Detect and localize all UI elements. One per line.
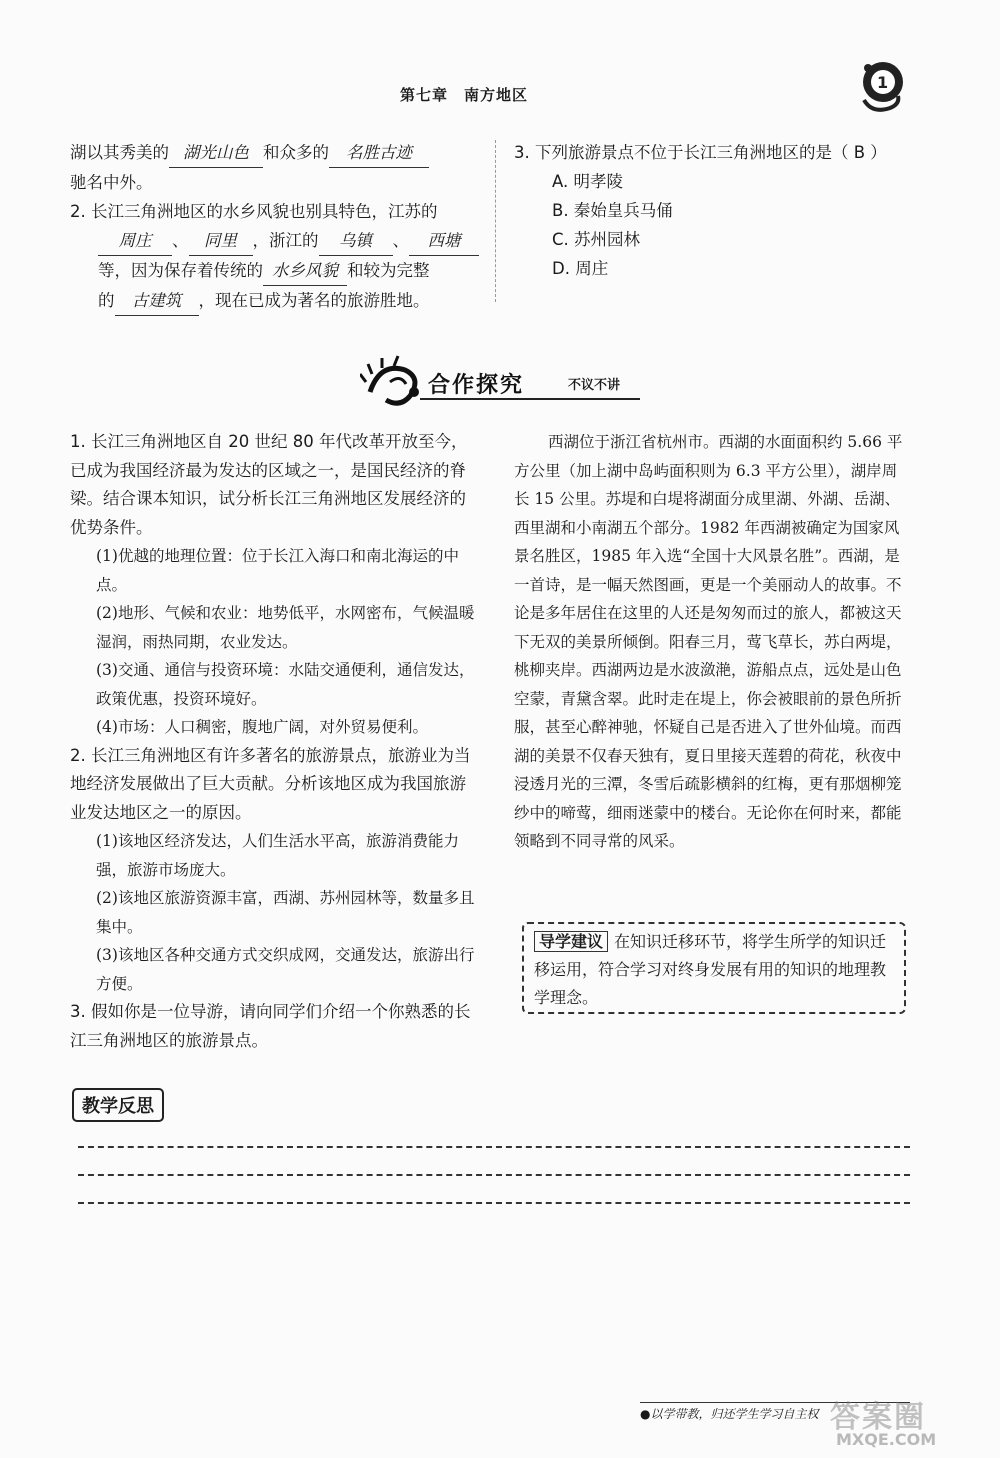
fill-line-1	[70, 138, 480, 168]
reflection-line	[78, 1202, 910, 1204]
answer-item: (4)市场：人口稠密，腹地广阔，对外贸易便利。	[96, 718, 428, 736]
banner-title: 合作探究	[428, 373, 525, 398]
answer-blank: 同里	[189, 226, 253, 256]
coop-question-2: 2. 长江三角洲地区有许多著名的旅游景点，旅游业为当地经济发展做出了巨大贡献。分析该地区成为我国旅游业发达地区之一的原因。	[70, 745, 471, 822]
option-a: A. 明孝陵	[552, 172, 623, 191]
coop-question-3: 3. 假如你是一位导游，请向同学们介绍一个你熟悉的长江三角洲地区的旅游景点。	[70, 1002, 471, 1050]
text: ，浙江的	[252, 231, 319, 250]
question-2-line-1: 2. 长江三角洲地区的水乡风貌也别具特色，江苏的	[70, 202, 438, 221]
watermark-url: MXQE.COM	[836, 1430, 937, 1449]
answer-blank: 周庄	[98, 226, 172, 256]
answer-item: (1)优越的地理位置：位于长江入海口和南北海运的中点。	[96, 547, 459, 594]
answer-blank: 水乡风貌	[263, 256, 347, 286]
banner-underline	[420, 398, 640, 400]
coop-question-1: 1. 长江三角洲地区自 20 世纪 80 年代改革开放至今，已成为我国经济最为发达的区域之一，是国民经济的脊梁。结合课本知识，试分析长江三角洲地区发展经济的优势条件。	[70, 432, 468, 537]
coop-right-column	[514, 428, 910, 856]
footer-slogan: ●以学带教，归还学生学习自主权	[640, 1402, 910, 1422]
tip-label: 导学建议	[534, 931, 608, 952]
left-top-block	[70, 138, 480, 316]
option-b: B. 秦始皇兵马俑	[552, 201, 673, 220]
question-3: 3. 下列旅游景点不位于长江三角洲地区的是（ B ）	[514, 143, 887, 162]
chapter-title: 第七章 南方地区	[400, 86, 529, 104]
answer-item: (1)该地区经济发达，人们生活水平高，旅游消费能力强，旅游市场庞大。	[96, 832, 459, 879]
banner-subtitle: 不议不讲	[568, 378, 621, 393]
text: ，现在已成为著名的旅游胜地。	[198, 291, 430, 310]
right-top-block	[514, 138, 914, 283]
answer-item: (3)该地区各种交通方式交织成网，交通发达，旅游出行方便。	[96, 946, 475, 993]
text: 湖以其秀美的	[70, 143, 169, 162]
text: 和众多的	[263, 143, 329, 162]
text: 、	[392, 231, 409, 250]
text: 、	[172, 231, 189, 250]
answer-item: (2)该地区旅游资源丰富，西湖、苏州园林等，数量多且集中。	[96, 889, 475, 936]
option-c: C. 苏州园林	[552, 230, 641, 249]
answer-blank: 名胜古迹	[329, 138, 429, 168]
question-2-line-3	[70, 256, 480, 286]
tip-text: 在知识迁移环节，将学生所学的知识迁移运用，符合学习对终身发展有用的知识的地理教学理念。	[534, 932, 887, 1007]
west-lake-essay: 西湖位于浙江省杭州市。西湖的水面面积约 5.66 平方公里（加上湖中岛屿面积则为 6.3 平方公里），湖岸周长 15 公里。苏堤和白堤将湖面分成里湖、外湖、岳湖、西里湖和小南湖五个部分。1982 年西湖被确定为国家风景名胜区，1985 年入选“全国十大风景名胜”。西湖，是一首诗，是一幅天然图画，更是一个美丽动人的故事。不论是多年居住在这里的人还是匆匆而过的旅人，都被这天下无双的美景所倾倒。阳春三月，莺飞草长，苏白两堤，桃柳夹岸。西湖两边是水波潋滟，游船点点，远处是山色空蒙，青黛含翠。此时走在堤上，你会被眼前的景色所折服，甚至心醉神驰，怀疑自己是否进入了世外仙境。而西湖的美景不仅春天独有，夏日里接天莲碧的荷花，秋夜中浸透月光的三潭，冬雪后疏影横斜的红梅，更有那烟柳笼纱中的啼莺，细雨迷蒙中的楼台。无论你在何时来，都能领略到不同寻常的风采。	[514, 433, 903, 850]
column-divider	[495, 140, 496, 302]
question-2-line-2	[70, 226, 480, 256]
svg-text:1: 1	[877, 73, 889, 92]
fill-line-2: 驰名中外。	[70, 173, 153, 192]
coop-left-column	[70, 428, 480, 1055]
teaching-tip-box	[522, 922, 906, 1014]
text: 等，因为保存着传统的	[98, 261, 263, 280]
answer-blank: 古建筑	[115, 286, 199, 316]
reflection-line	[78, 1174, 910, 1176]
answer-blank: 湖光山色	[169, 138, 263, 168]
reflection-label: 教学反思	[72, 1088, 164, 1122]
answer-blank: 西塘	[409, 226, 479, 256]
reflection-line	[78, 1146, 910, 1148]
answer-item: (2)地形、气候和农业：地势低平，水网密布，气候温暖湿润，雨热同期，农业发达。	[96, 604, 475, 651]
option-d: D. 周庄	[552, 259, 609, 278]
watermark-logo: 答案圈	[830, 1400, 926, 1435]
answer-item: (3)交通、通信与投资环境：水陆交通便利，通信发达，政策优惠，投资环境好。	[96, 661, 475, 708]
answer-blank: 乌镇	[319, 226, 393, 256]
text: 和较为完整	[347, 261, 430, 280]
question-2-line-4	[70, 286, 480, 316]
text: 的	[98, 291, 115, 310]
mascot-icon	[850, 56, 912, 118]
